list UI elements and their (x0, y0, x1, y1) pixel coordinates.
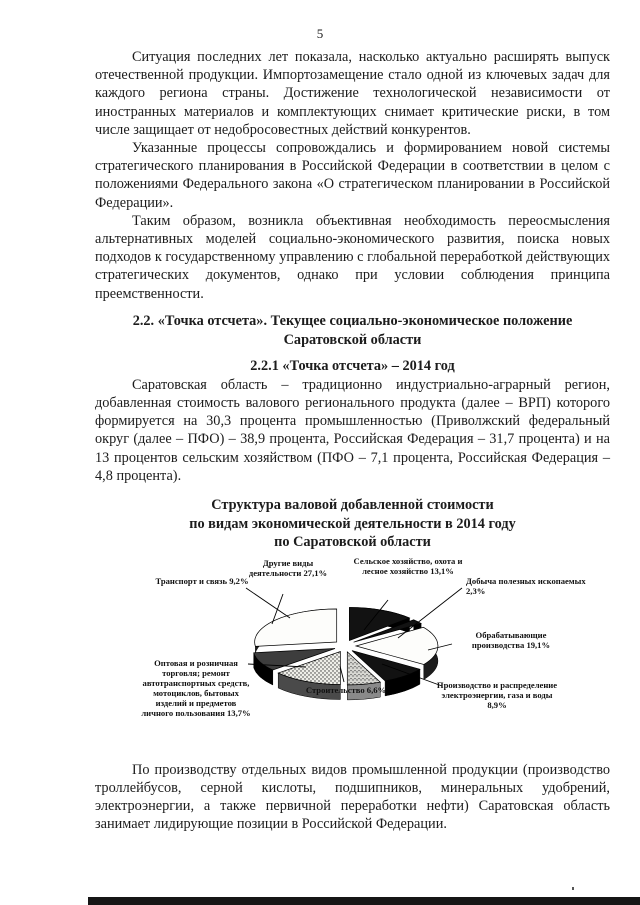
chart-title (95, 496, 610, 552)
pie-slice-label-trade: Оптовая и розничная торговля; ремонт автотранспортных средств, мотоциклов, бытовых изделий и предметов личного пользования 13,7% (141, 657, 251, 719)
section-heading (95, 312, 610, 350)
paragraph-processes: Указанные процессы сопровождались и формированием новой системы стратегического планирования в Российской Федерации в соответствии в целом с положениями Федерального закона «О стратегическом планировании в Российской Федерации». (95, 140, 610, 211)
closing-text-block (95, 761, 610, 834)
section-heading-line1: 2.2. «Точка отсчета». Текущее социально-экономическое положение (132, 312, 573, 329)
pie-slice-label-transport: Транспорт и связь 9,2% (155, 575, 249, 586)
pie-chart-figure (0, 554, 640, 761)
chart-title-line3: по Саратовской области (274, 534, 431, 551)
chart-title-line1: Структура валовой добавленной стоимости (211, 497, 494, 514)
pie-slice-label-other-activities: Другие виды деятельности 27,1% (248, 557, 328, 578)
paragraph-rethinking: Таким образом, возникла объективная необходимость переосмысления альтернативных моделей социально-экономического развития, поиска новых подходов к государственному управлению с глобальной переработкой действующих стратегических документов, однако при условии соблюдения принципа преемственности. (95, 212, 610, 302)
paragraph-saratov-region: Саратовская область – традиционно индустриально-аграрный регион, добавленная стоимость валового регионального продукта (далее – ВРП) которого формируется на 30,3 процента промышленностью (Приволжский федеральный округ (далее – ПФО) – 38,9 процента, Российская Федерация – 31,7 процента) и на 13 процентов сельским хозяйством (ПФО – 7,1 процента, Российская Федерация – 4,8 процента). (95, 376, 610, 484)
scan-artifact-bottom-bar (88, 897, 640, 905)
pie-slice-label-energy: Производство и распределение электроэнергии, газа и воды 8,9% (436, 679, 558, 710)
pie-slice-label-mining: Добыча полезных ископаемых 2,3% (466, 575, 586, 596)
pie-slice-label-construction: Строительство 6,6% (305, 684, 387, 695)
paragraph-industrial-leadership: По производству отдельных видов промышленной продукции (производство троллейбусов, серной кислоты, подшипников, минеральных удобрений, электроэнергии, а также первичной переработки нефти) Саратовская область занимает лидирующие позиции в Российской Федерации. (95, 761, 610, 833)
subsection-heading: 2.2.1 «Точка отсчета» – 2014 год (250, 357, 455, 374)
pie-slice-label-manufacturing: Обрабатывающие производства 19,1% (471, 629, 551, 650)
page-number: 5 (316, 26, 324, 41)
scan-artifact-speck (572, 887, 574, 890)
section-heading-line2: Саратовской области (283, 331, 422, 348)
pie-slice-label-agriculture: Сельское хозяйство, охота и лесное хозяйство 13,1% (353, 555, 463, 576)
paragraph-situation: Ситуация последних лет показала, насколько актуально расширять выпуск отечественной продукции. Импортозамещение стало одной из ключевых задач для каждого региона страны. Достижение технологической независимости от иностранных материалов и комплектующих снимает критические риски, в том числе защищает от недобросовестных действий конкурентов. (95, 49, 610, 138)
main-text-block (95, 48, 610, 552)
chart-title-line2: по видам экономической деятельности в 2014 году (189, 515, 516, 532)
